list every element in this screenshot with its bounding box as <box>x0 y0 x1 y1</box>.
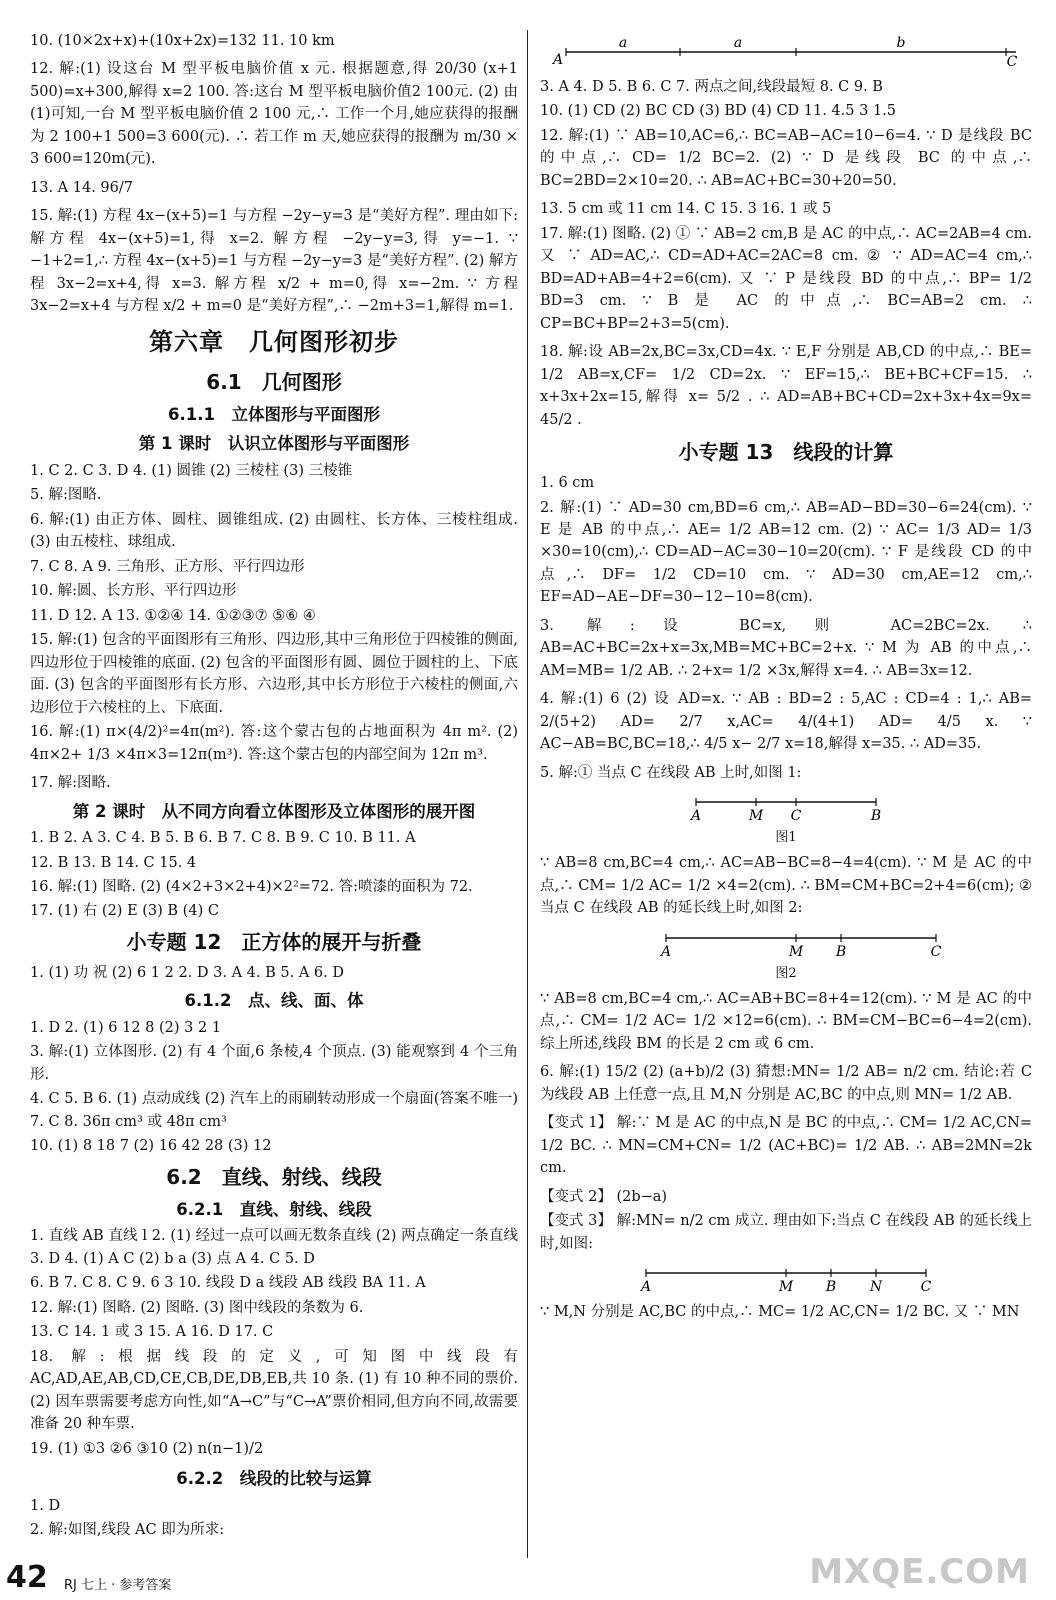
answer-item: 17. 解:(1) 图略. (2) ① ∵ AB=2 cm,B 是 AC 的中点,∴ AC=2AB=4 cm. 又 ∵ AD=AC,∴ CD=AD+AC=2AC=8 cm. ② ∵ AD=AC=4 cm,∴ BD=AD+AB=4+2=6(cm). 又 ∵ P 是线段 BD 的中点,∴ BP= 1/2 BD=3 cm. ∵ B 是 AC 的中点,∴ BC=AB=2 cm. ∴ CP=BC+BP=2+3=5(cm). <box>540 225 1032 332</box>
fig3-line-figure <box>546 1261 1026 1295</box>
answer-item: 18. 解:设 AB=2x,BC=3x,CD=4x. ∵ E,F 分别是 AB,CD 的中点,∴ BE= 1/2 AB=x,CF= 1/2 CD=2x. ∵ EF=15,∴ BE+BC+CF=15. ∴ x+3x+2x=15,解得 x= 5/2 . ∴ AD=AB+BC+CD=2x+3x+4x=9x= 45/2 . <box>540 344 1032 428</box>
subsection-title: 6.1.1 立体图形与平面图形 <box>168 404 380 424</box>
answer-item: 6. B 7. C 8. C 9. 6 3 10. 线段 D a 线段 AB 线段 BA 11. A <box>30 1275 426 1292</box>
answer-item: ∵ AB=8 cm,BC=4 cm,∴ AC=AB+BC=8+4=12(cm). ∵ M 是 AC 的中点,∴ CM= 1/2 AC= 1/2 ×12=6(cm). ∴ BM=CM−BC=6−4=2(cm). 综上所述,线段 BM 的长是 2 cm 或 6 cm. <box>540 990 1032 1052</box>
answer-item: 12. B 13. B 14. C 15. 4 <box>30 854 197 871</box>
answer-item: 12. 解:(1) ∵ AB=10,AC=6,∴ BC=AB−AC=10−6=4. ∵ D 是线段 BC 的中点,∴ CD= 1/2 BC=2. (2) ∵ D 是线段 BC 的中点,∴ BC=2BD=2×10=20. ∴ AB=AC+BC=30+20=50. <box>540 127 1032 189</box>
point-B-label: B <box>835 943 847 960</box>
page-number: 42 <box>6 1560 48 1595</box>
figure-caption: 图2 <box>775 965 797 981</box>
answer-item: 15. 解:(1) 方程 4x−(x+5)=1 与方程 −2y−y=3 是“美好方程”. 理由如下:解方程 4x−(x+5)=1,得 x=2. 解方程 −2y−y=3,得 y=−1. ∵ −1+2=1,∴ 方程 4x−(x+5)=1 与方程 −2y−y=3 是“美好方程”. (2) 解方程 3x−2=x+4,得 x=3. 解方程 x/2 + m=0,得 x=−2m. ∵ 方程 3x−2=x+4 与方程 x/2 + m=0 是“美好方程”,∴ −2m+3=1,解得 m=1. <box>30 208 518 315</box>
answer-item: 19. (1) ①3 ②6 ③10 (2) n(n−1)/2 <box>30 1440 264 1457</box>
answer-item: 3. 解:(1) 立体图形. (2) 有 4 个面,6 条棱,4 个顶点. (3) 能观察到 4 个三角形. <box>30 1044 518 1083</box>
point-B-label: B <box>825 1278 837 1295</box>
point-M-label: M <box>788 943 804 960</box>
point-A-label: A <box>690 808 702 825</box>
answer-item: 6. 解:(1) 由正方体、圆柱、圆锥组成. (2) 由圆柱、长方体、三棱柱组成. (3) 由五棱柱、球组成. <box>30 511 518 551</box>
fig2-line-figure <box>546 926 1026 960</box>
point-C-label: C <box>790 808 802 825</box>
point-A-label: A <box>552 52 564 68</box>
answer-item: 17. 解:图略. <box>30 775 111 792</box>
point-A-label: A <box>640 1278 652 1295</box>
point-C-label: C <box>1006 54 1018 70</box>
answer-item: 5. 解:图略. <box>30 487 102 504</box>
watermark-logo: MXQE.COM <box>809 1552 1030 1592</box>
answer-item: 6. 解:(1) 15/2 (2) (a+b)/2 (3) 猜想:MN= 1/2 AB= n/2 cm. 结论:若 C 为线段 AB 上任意一点,且 M,N 分别是 AC,BC 的中点,则 MN= 1/2 AB. <box>540 1064 1032 1103</box>
answer-item: 1. 直线 AB 直线 l 2. (1) 经过一点可以画无数条直线 (2) 两点确定一条直线 3. D 4. (1) A C (2) b a (3) 点 A 4. C 5. D <box>30 1228 518 1267</box>
section-title: 6.2 直线、射线、线段 <box>166 1164 382 1189</box>
segment-b-label: b <box>896 36 906 51</box>
answer-item: 16. 解:(1) 图略. (2) (4×2+3×2+4)×2²=72. 答:喷漆的面积为 72. <box>30 879 473 895</box>
subsection-title: 6.2.1 直线、射线、线段 <box>176 1199 372 1219</box>
answer-item: 1. C 2. C 3. D 4. (1) 圆锥 (2) 三棱柱 (3) 三棱锥 <box>30 462 353 479</box>
figure-caption: 图1 <box>775 830 797 846</box>
answer-item: 5. 解:① 当点 C 在线段 AB 上时,如图 1: <box>540 764 802 781</box>
section-title: 小专题 12 正方体的展开与折叠 <box>126 929 422 954</box>
answer-item: ∵ M,N 分别是 AC,BC 的中点,∴ MC= 1/2 AC,CN= 1/2 BC. 又 ∵ MN <box>540 1303 1020 1320</box>
point-C-label: C <box>930 943 942 960</box>
point-B-label: B <box>870 808 882 825</box>
answer-item: 12. 解:(1) 图略. (2) 图略. (3) 图中线段的条数为 6. <box>30 1299 364 1316</box>
answer-item: 1. (1) 功 祝 (2) 6 1 2 2. D 3. A 4. B 5. A 6. D <box>30 964 344 981</box>
point-C-label: C <box>920 1278 932 1295</box>
book-label: RJ 七上 · 参考答案 <box>64 1578 172 1593</box>
right-column <box>540 30 1032 1325</box>
column-divider <box>527 30 528 1558</box>
segment-a-label: a <box>618 36 628 51</box>
answer-item: 10. 解:圆、长方形、平行四边形 <box>30 583 237 600</box>
answer-item: 13. C 14. 1 或 3 15. A 16. D 17. C <box>30 1324 274 1341</box>
answer-item: 【变式 1】 解:∵ M 是 AC 的中点,N 是 BC 的中点,∴ CM= 1/2 AC,CN= 1/2 BC. ∴ MN=CM+CN= 1/2 (AC+BC)= 1/2 AB. ∴ AB=2MN=2k cm. <box>540 1115 1032 1177</box>
page-footer <box>0 1552 1056 1596</box>
answer-item: 【变式 3】 解:MN= n/2 cm 成立. 理由如下:当点 C 在线段 AB 的延长线上时,如图: <box>540 1213 1032 1252</box>
answer-item: 2. 解:如图,线段 AC 即为所求: <box>30 1522 225 1539</box>
answer-item: 10. (1) CD (2) BC CD (3) BD (4) CD 11. 4.5 3 1.5 <box>540 103 897 120</box>
segment-a-label: a <box>733 36 743 51</box>
left-column <box>30 30 518 1544</box>
answer-item: 7. C 8. A 9. 三角形、正方形、平行四边形 <box>30 558 305 575</box>
answer-item: ∵ AB=8 cm,BC=4 cm,∴ AC=AB−BC=8−4=4(cm). ∵ M 是 AC 的中点,∴ CM= 1/2 AC= 1/2 ×4=2(cm). ∴ BM=CM+BC=2+4=6(cm); ② 当点 C 在线段 AB 的延长线上时,如图 2: <box>540 855 1032 917</box>
answer-item: 1. B 2. A 3. C 4. B 5. B 6. B 7. C 8. B 9. C 10. B 11. A <box>30 830 416 847</box>
fig0-line-figure <box>546 36 1026 70</box>
answer-item: 1. D 2. (1) 6 12 8 (2) 3 2 1 <box>30 1019 222 1036</box>
answer-item: 10. (1) 8 18 7 (2) 16 42 28 (3) 12 <box>30 1138 272 1155</box>
answer-item: 17. (1) 右 (2) E (3) B (4) C <box>30 903 219 920</box>
answer-item: 12. 解:(1) 设这台 M 型平板电脑价值 x 元. 根据题意,得 20/30 (x+1 500)=x+300,解得 x=2 100. 答:这台 M 型平板电脑价值2 100元. (2) 由(1)可知,一台 M 型平板电脑价值 2 100 元,∴ 工作一个月,她应获得的报酬为 2 100+1 500=3 600(元). ∴ 若工作 m 天,她应获得的报酬为 m/30 × 3 600=120m(元). <box>30 61 518 168</box>
answer-item: 1. D <box>30 1497 61 1514</box>
answer-item: 1. 6 cm <box>540 475 595 492</box>
section-title: 6.1 几何图形 <box>206 369 342 394</box>
answer-item: 16. 解:(1) π×(4/2)²=4π(m²). 答:这个蒙古包的占地面积为 4π m². (2) 4π×2+ 1/3 ×4π×3=12π(m³). 答:这个蒙古包的内部空间为 12π m³. <box>30 724 518 763</box>
answer-item: 3. 解:设 BC=x,则 AC=2BC=2x. ∴ AB=AC+BC=2x+x=3x,MB=MC+BC=2+x. ∵ M 为 AB 的中点,∴ AM=MB= 1/2 AB. ∴ 2+x= 1/2 ×3x,解得 x=4. ∴ AB=3x=12. <box>540 617 1032 679</box>
point-A-label: A <box>660 943 672 960</box>
subsection-title: 第 2 课时 从不同方向看立体图形及立体图形的展开图 <box>72 801 476 821</box>
answer-item: 18. 解:根据线段的定义,可知图中线段有 AC,AD,AE,AB,CD,CE,CB,DE,DB,EB,共 10 条. (1) 有 10 种不同的票价. (2) 因车票需要考虑方向性,如“A→C”与“C→A”票价相同,但方向不同,故需要准备 20 种车票. <box>30 1348 518 1433</box>
answer-item: 2. 解:(1) ∵ AD=30 cm,BD=6 cm,∴ AB=AD−BD=30−6=24(cm). ∵ E 是 AB 的中点,∴ AE= 1/2 AB=12 cm. (2) ∵ AC= 1/3 AD= 1/3 ×30=10(cm),∴ CD=AD−AC=30−10=20(cm). ∵ F 是线段 CD 的中点,∴ DF= 1/2 CD=10 cm. ∵ AD=30 cm,AE=12 cm,∴ EF=AD−AE−DF=30−12−10=8(cm). <box>540 499 1032 606</box>
answer-item: 13. 5 cm 或 11 cm 14. C 15. 3 16. 1 或 5 <box>540 201 832 218</box>
point-M-label: M <box>778 1278 794 1295</box>
answer-item: 3. A 4. D 5. B 6. C 7. 两点之间,线段最短 8. C 9. B <box>540 79 883 95</box>
subsection-title: 第 1 课时 认识立体图形与平面图形 <box>138 434 410 454</box>
answer-item: 4. 解:(1) 6 (2) 设 AD=x. ∵ AB : BD=2 : 5,AC : CD=4 : 1,∴ AB= 2/(5+2) AD= 2/7 x,AC= 4/(4+1) AD= 4/5 x. ∵ AC−AB=BC,BC=18,∴ 4/5 x− 2/7 x=18,解得 x=35. ∴ AD=35. <box>540 691 1032 753</box>
fig1-line-figure <box>546 790 1026 824</box>
point-M-label: M <box>748 808 764 825</box>
answer-item: 【变式 2】 (2b−a) <box>540 1188 668 1205</box>
answer-item: 13. A 14. 96/7 <box>30 179 133 196</box>
subsection-title: 6.2.2 线段的比较与运算 <box>176 1469 372 1489</box>
answer-item: 4. C 5. B 6. (1) 点动成线 (2) 汽车上的雨刷转动形成一个扇面(答案不唯一) 7. C 8. 36π cm³ 或 48π cm³ <box>30 1091 518 1130</box>
answer-item: 15. 解:(1) 包含的平面图形有三角形、四边形,其中三角形位于四棱锥的侧面,四边形位于四棱锥的底面. (2) 包含的平面图形有圆、圆位于圆柱的上、下底面. (3) 包含的平面图形有长方形、六边形,其中长方形位于六棱柱的侧面,六边形位于六棱柱的上、下底面. <box>30 632 518 716</box>
point-N-label: N <box>869 1278 883 1295</box>
answer-item: 11. D 12. A 13. ①②④ 14. ①②③⑦ ⑤⑥ ④ <box>30 607 316 624</box>
section-title: 小专题 13 线段的计算 <box>678 440 894 465</box>
subsection-title: 6.1.2 点、线、面、体 <box>184 991 364 1011</box>
chapter-title: 第六章 几何图形初步 <box>149 327 399 356</box>
answer-item: 10. (10×2x+x)+(10x+2x)=132 11. 10 km <box>30 33 335 49</box>
